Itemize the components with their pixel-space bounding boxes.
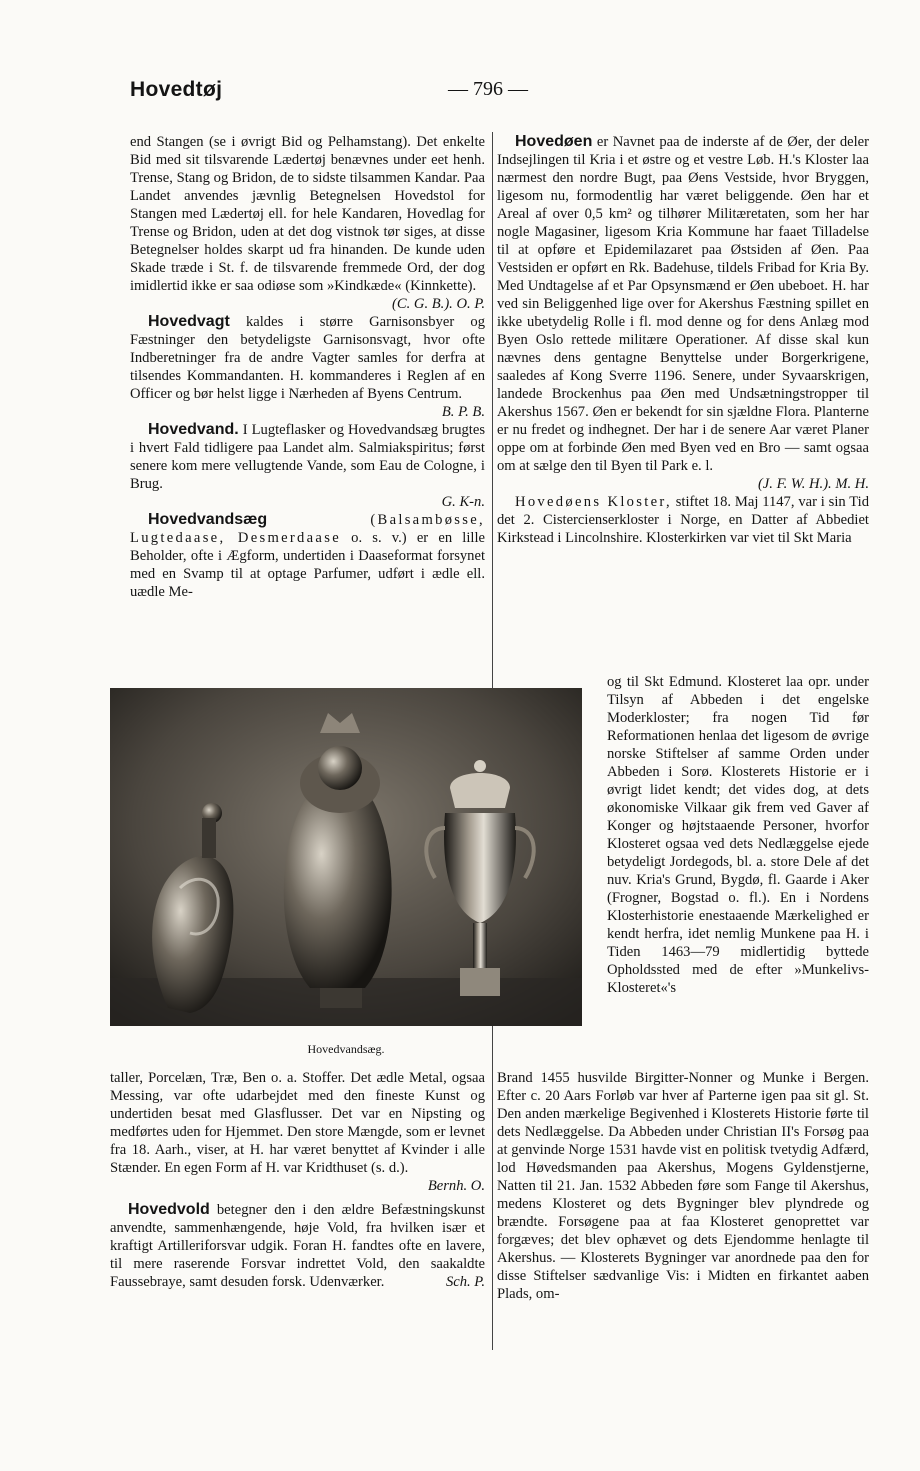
headword: Hovedvand. <box>148 421 239 438</box>
headword: Hovedvagt <box>148 313 230 330</box>
paragraph-narrow <box>607 673 869 997</box>
left-column-top <box>130 133 485 601</box>
entry-text: kaldes i større Garnisonsbyer og Fæstninger den betydeligste Garnisonsvagt, hvor ofte Indberetninger fra de andre Vagter samles for derfra at tilsendes Kommandanten. H. kommanderes i Reglen af en Officer og bør helst ligge i Nærheden af Byens Centrum. <box>130 314 485 402</box>
page-number: — 796 — <box>448 78 528 100</box>
right-column-top <box>497 133 869 547</box>
paragraph-text: taller, Porcelæn, Træ, Ben o. a. Stoffer. Det ædle Metal, ogsaa Messing, var ofte udarbejdet med den fineste Kunst og undertiden besat med Glasflusser. Det var en Nipsting og medførtes uden for Hjemmet. Den store Mængde, som er levnet fra 18. Aarh., viser, at H. har været benyttet af Kvinder i alle Stænder. En egen Form af H. var Kridthuset (s. d.). <box>110 1070 485 1176</box>
paragraph-text: og til Skt Edmund. Klosteret laa opr. under Tilsyn af Abbeden i det engelske Moderkloster; fra nogen Tid før Reformationen henlaa det ligesom de øvrige norske Stiftelser af samme Orden under Abbeden i Sorø. Klosterets Historie er i øvrigt lidet kendt; det vides dog, at dets økonomiske Vilkaar gik frem ved Gaver af Konger og højtstaaende Personer, hvorfor Klosteret ogsaa ved dets Nedlæggelse ejede betydeligt Jordegods, bl. a. store Dele af det nuv. Kria's Grund, Bygdø, fl. Gaarde i Aker (Frogner, Bogstad o. fl.). En i Nordens Klosterhistorie enestaaende Mærkelighed er kendt herfra, idet nemlig Munkene paa H. i Tiden 1463—79 midlertidig byttede Opholdssted med de efter »Munkelivs-Klosteret«'s <box>607 674 869 996</box>
right-column-narrow <box>607 673 869 997</box>
entry-hovedvandsaeg-continued <box>110 1069 485 1177</box>
entry-text: er Navnet paa de inderste af de Øer, der deler Indsejlingen til Kria i et østre og et vestre Løb. H.'s Kloster laa nærmest den nordre Bugt, paa Øens Vestside, hvor Bryggen, ligesom nu, formodentlig har været beliggende. Øen har et Areal af over 0,5 km² og tilhører Militæretaten, som her har nogle Magasiner, ligesom Kria Kommune har faaet Tilladelse til at opføre et Epidemilazaret paa Østsiden af Øen. Paa Vestsiden er opført en Rk. Badehuse, tildels Fribad for Kria By. Med Undtagelse af et Par Opsynsmænd er Øen ubeboet. H. har ved sin Beliggenhed lige over for Akershus Fæstning spillet en ikke ubetydelig Rolle i fl. mod denne og for dens Anlæg mod Byen Oslo rettede militære Operationer. Af disse skal kun nævnes dens gentagne Benyttelse under Borgerkrigene, saaledes af Kong Sverre 1196. Senere, under Syvaarskrigen, landede Brockenhus paa Øen med Undsætningstropper til Akershus 1567. Øen er bekendt for sin sjældne Flora. Planterne er nu fredet og indhegnet. Der har i de senere Aar været Planer oppe om at forbinde Øen med Byen ved en Bro — samt ogsaa om at sælge den til Byen til Park e. l. <box>497 134 869 474</box>
entry-text: stiftet 18. Maj 1147, var i sin Tid det 2. Cistercienserkloster i Norge, en Datter af Abbediet Kirkstead i Lincolnshire. Klosterkirken var viet til Skt Maria <box>497 494 870 546</box>
entry-hovedvold <box>110 1201 485 1291</box>
paragraph-text: end Stangen (se i øvrigt Bid og Pelhamstang). Det enkelte Bid med sit tilsvarende Lædertøj benævnes under eet henh. Trense, Stang og Bridon, de to sidste tilsammen Kandar. Paa Landet anvendes jævnlig Betegnelsen Hovedstol for Stangen med Lædertøj ell. for hele Kandaren, Hovedlag for Trense og Bridon, uden at det dog vistnok tør siges, at disse Betegnelser holdes skarpt ud fra hinanden. De kunde uden Skade træde i St. f. de tilsvarende fremmede Ord, der dog imidlertid ikke er saa odiøse som »Kindkæde« (Kinnkette). <box>130 134 485 294</box>
signature: B. P. B. <box>441 404 485 420</box>
spaced-subheading: Hovedøens Kloster, <box>515 494 672 510</box>
signature: (C. G. B.). O. P. <box>392 296 485 312</box>
entry-hovedvandsaeg <box>130 511 485 601</box>
running-head: Hovedtøj <box>130 78 223 101</box>
signature: (J. F. W. H.). M. H. <box>757 476 869 492</box>
entry-hovedtoej-continued <box>130 133 485 295</box>
signature: G. K-n. <box>441 494 485 510</box>
headword: Hovedvandsæg <box>148 511 268 528</box>
spaced-synonyms: (Balsambøsse, Lugtedaase, Desmerdaase <box>130 512 485 546</box>
entry-hovedoeen <box>497 133 869 475</box>
paragraph-bottom <box>497 1069 869 1303</box>
left-column-bottom <box>110 1069 485 1291</box>
entry-text: betegner den i den ældre Befæstningskunst anvendte, sammenhængende, høje Vold, fra hvilken især et kraftigt Artilleriforsvar udgik. Foran H. fandtes ofte en lavere, til mere raserende Forsvar indrettet Vold, den saakaldte Faussebraye, samt desuden forsk. Udenværker. <box>110 1202 485 1290</box>
entry-text: o. s. v.) er en lille Beholder, ofte i Ægform, undertiden i Daaseformat forsynet med en Svamp til at optage Parfumer, udført i ædle ell. uædle Me- <box>130 530 485 600</box>
paragraph-text: Brand 1455 husvilde Birgitter-Nonner og Munke i Bergen. Efter c. 20 Aars Forløb var hver af Parterne igen paa sit gl. St. Den anden mærkelige Begivenhed i Klosterets Historie førte til dets Nedlæggelse. Da Abbeden under Christian II's Forsøg paa at genvinde Norge 1531 havde vist en politisk tvetydig Adfærd, lod Høvedsmanden paa Akershus, Mogens Gyldenstjerne, Natten til 21. Jan. 1532 Abbeden føre som Fange til Akershus, medens Klosteret og dets Bygninger blev plyndrede og brændte. Forsøgene paa at faa Klosteret genoprettet var forgæves; det blev ophævet og dets Ejendomme henlagte til Akershus. — Klosterets Bygninger var anordnede paa den for disse Stiftelser sædvanlige Vis: i Midten en firkantet aaben Plads, om- <box>497 1070 869 1302</box>
right-column-bottom <box>497 1069 869 1303</box>
illustration-hovedvandsaeg <box>110 688 582 1026</box>
headword: Hovedøen <box>515 133 593 150</box>
illustration-caption: Hovedvandsæg. <box>307 1042 385 1056</box>
photo-three-vessels <box>110 688 582 1026</box>
entry-text: I Lugteflasker og Hovedvandsæg brugtes i hvert Fald tidligere paa Landet alm. Salmiakspiritus; først senere kom mere vellugtende Vande, som Eau de Cologne, i Brug. <box>130 422 485 492</box>
entry-hovedvand <box>130 421 485 493</box>
signature: Sch. P. <box>445 1274 485 1290</box>
entry-hovedvagt <box>130 313 485 403</box>
headword: Hovedvold <box>128 1201 210 1218</box>
signature: Bernh. O. <box>427 1178 485 1194</box>
entry-hovedoeens-kloster <box>497 493 869 547</box>
